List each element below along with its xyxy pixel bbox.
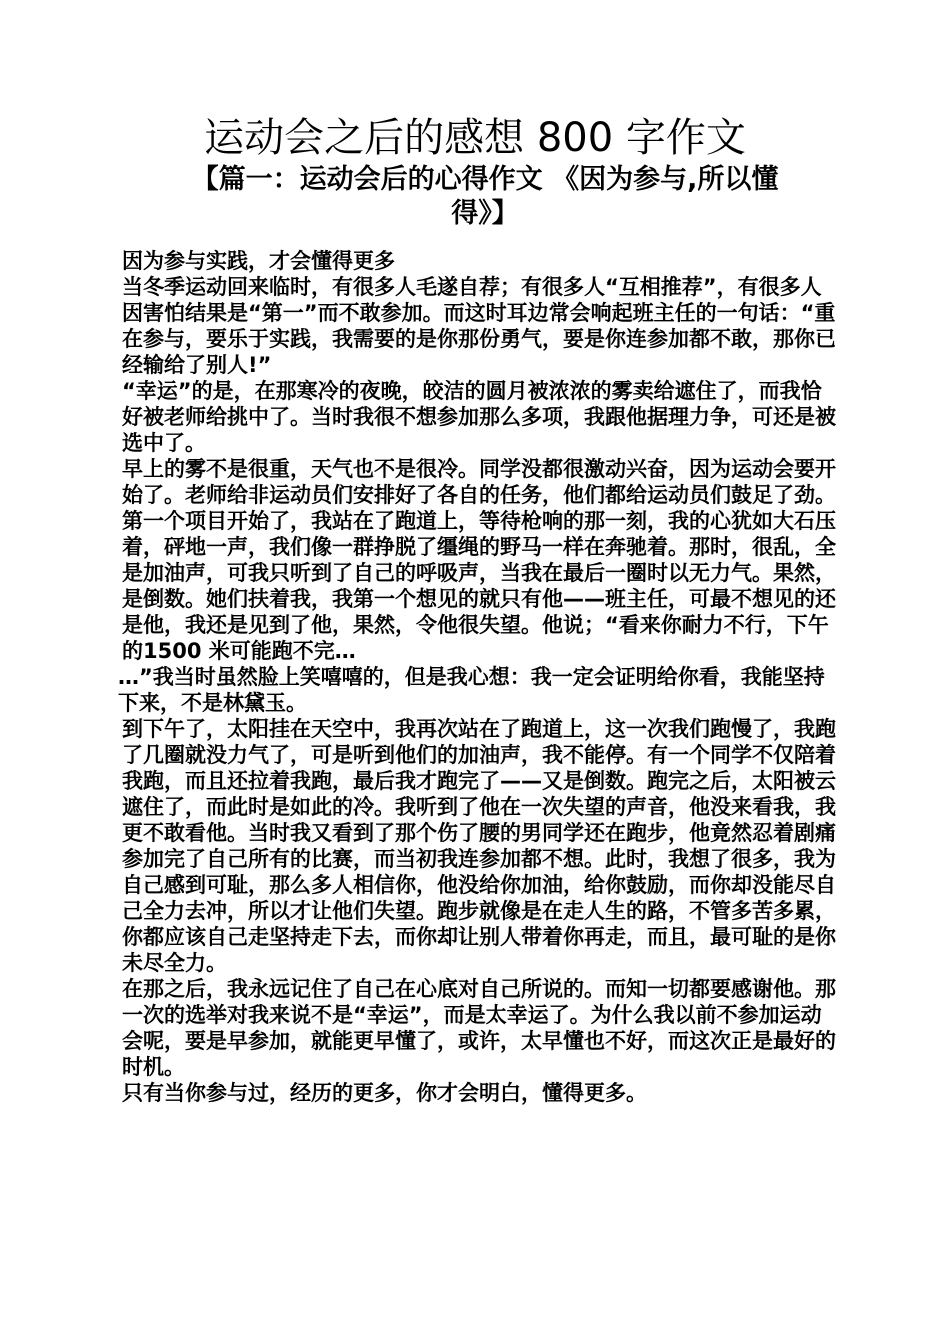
essay-paragraph: 因为参与实践，才会懂得更多	[122, 249, 395, 273]
essay-body	[118, 248, 840, 1106]
essay-paragraph: 早上的雾不是很重，天气也不是很冷。同学没都很激动兴奋，因为运动会要开始了。老师给非运动员们安排好了各自的任务，他们都给运动员们鼓足了劲。第一个项目开始了，我站在了跑道上，等待枪响的那一刻，我的心犹如大石压着，砰地一声，我们像一群挣脱了缰绳的野马一样在奔驰着。那时，很乱，全是加油声，可我只听到了自己的呼吸声，当我在最后一圈时以无力气。果然，是倒数。她们扶着我，我第一个想见的就只有他——班主任，可最不想见的还是他，我还是见到了他，果然，令他很失望。他说；“看来你耐力不行，下午的1500 米可能跑不完…	[122, 457, 836, 663]
essay-paragraph: “幸运”的是，在那寒冷的夜晚，皎洁的圆月被浓浓的雾卖给遮住了，而我恰好被老师给挑中了。当时我很不想参加那么多项，我跟他据理力争，可还是被选中了。	[122, 379, 836, 455]
essay-paragraph: 当冬季运动回来临时，有很多人毛遂自荐；有很多人“互相推荐”，有很多人因害怕结果是“第一”而不敢参加。而这时耳边常会响起班主任的一句话：“重在参与，要乐于实践，我需要的是你那份勇气，要是你连参加都不敢，那你已经输给了别人!”	[122, 275, 836, 377]
essay-paragraph: 只有当你参与过，经历的更多，你才会明白，懂得更多。	[122, 1081, 647, 1105]
essay-paragraph: 到下午了，太阳挂在天空中，我再次站在了跑道上，这一次我们跑慢了，我跑了几圈就没力气了，可是听到他们的加油声，我不能停。有一个同学不仅陪着我跑，而且还拉着我跑，最后我才跑完了——又是倒数。跑完之后，太阳被云遮住了，而此时是如此的冷。我听到了他在一次失望的声音，他没来看我，我更不敢看他。当时我又看到了那个伤了腰的男同学还在跑步，他竟然忍着剧痛参加完了自己所有的比赛，而当初我连参加都不想。此时，我想了很多，我为自己感到可耻，那么多人相信你，他没给你加油，给你鼓励，而你却没能尽自己全力去冲，所以才让他们失望。跑步就像是在走人生的路，不管多苦多累，你都应该自己走坚持走下去，而你却让别人带着你再走，而且，最可耻的是你未尽全力。	[122, 717, 836, 975]
page-title: 运动会之后的感想 800 字作文	[204, 115, 746, 161]
essay-paragraph: 在那之后，我永远记住了自己在心底对自己所说的。而知一切都要感谢他。那一次的选举对我来说不是“幸运”，而是太幸运了。为什么我以前不参加运动会呢，要是早参加，就能更早懂了，或许，太早懂也不好，而这次正是最好的时机。	[122, 977, 836, 1079]
page-subtitle: 【篇一：运动会后的心得作文 《因为参与,所以懂得》】	[191, 164, 779, 229]
essay-paragraph: …”我当时虽然脸上笑嘻嘻的，但是我心想：我一定会证明给你看，我能坚持下来，不是林黛玉。	[118, 665, 825, 715]
